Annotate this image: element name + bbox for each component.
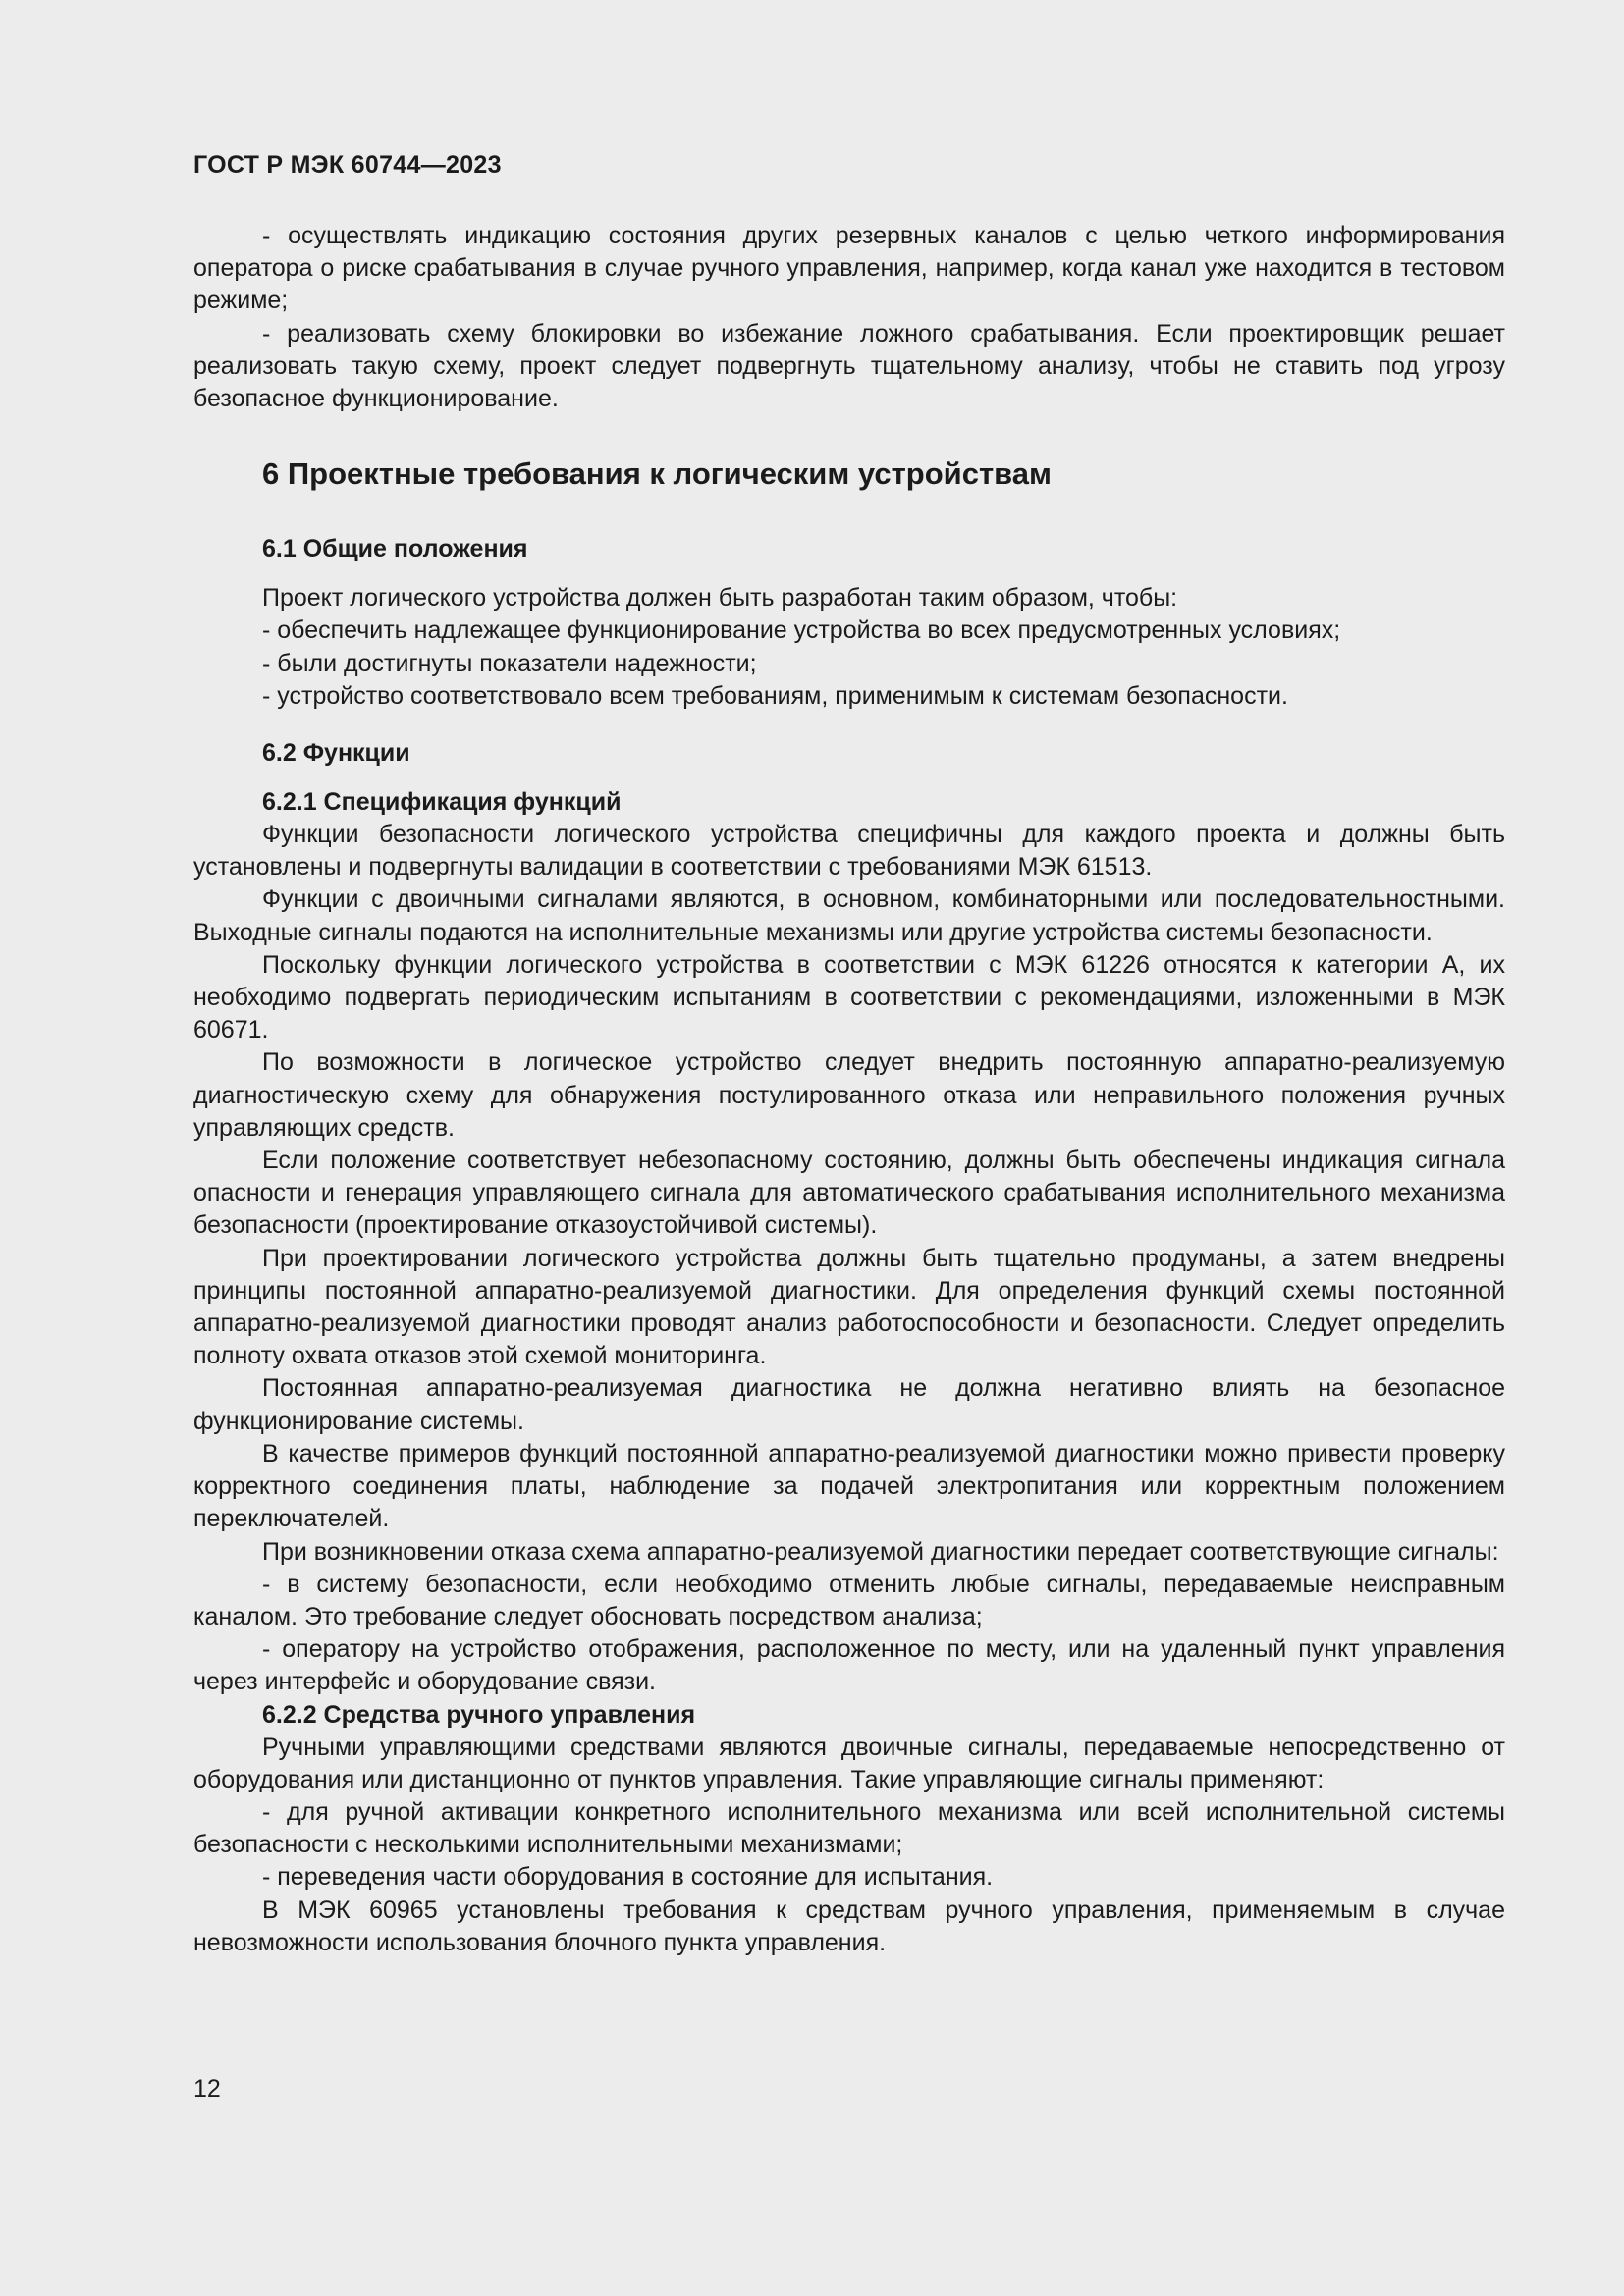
paragraph: Поскольку функции логического устройства в соответствии с МЭК 61226 относятся к категории А, их необходимо подвергать периодическим испытаниям в соответствии с рекомендациями, изложенными в МЭК 60671.	[193, 950, 1505, 1044]
paragraph: В качестве примеров функций постоянной аппаратно-реализуемой диагностики можно привести проверку корректного соединения платы, наблюдение за подачей электропитания или корректным положением переключателей.	[193, 1439, 1505, 1533]
document-header: ГОСТ Р МЭК 60744—2023	[193, 151, 502, 179]
list-line: - были достигнуты показатели надежности;	[262, 649, 757, 677]
page-content	[193, 220, 1505, 1959]
page-number: 12	[193, 2075, 221, 2103]
paragraph: - для ручной активации конкретного исполнительного механизма или всей исполнительной системы безопасности с несколькими исполнительными механизмами;	[193, 1797, 1505, 1859]
paragraph: При проектировании логического устройства должны быть тщательно продуманы, а затем внедрены принципы постоянной аппаратно-реализуемой диагностики. Для определения функций схемы постоянной аппаратно-реализуемой диагностики проводят анализ работоспособности и безопасности. Следует определить полноту охвата отказов этой схемой мониторинга.	[193, 1244, 1505, 1370]
section-heading: 6 Проектные требования к логическим устройствам	[262, 456, 1052, 492]
paragraph: Постоянная аппаратно-реализуемая диагностика не должна негативно влиять на безопасное функционирование системы.	[193, 1374, 1505, 1435]
paragraph: - переведения части оборудования в состояние для испытания.	[262, 1863, 994, 1892]
subsection-heading: 6.1 Общие положения	[262, 535, 528, 563]
paragraph: Если положение соответствует небезопасному состоянию, должны быть обеспечены индикация сигнала опасности и генерация управляющего сигнала для автоматического срабатывания исполнительного механизма безопасности (проектирование отказоустойчивой системы).	[193, 1147, 1505, 1240]
paragraph: - осуществлять индикацию состояния других резервных каналов с целью четкого информирования оператора о риске срабатывания в случае ручного управления, например, когда канал уже находится в тестовом режиме;	[193, 222, 1505, 315]
paragraph: - реализовать схему блокировки во избежание ложного срабатывания. Если проектировщик решает реализовать такую схему, проект следует подвергнуть тщательному анализу, чтобы не ставить под угрозу безопасное функционирование.	[193, 319, 1505, 413]
list-line: - устройство соответствовало всем требованиям, применимым к системам безопасности.	[262, 681, 1288, 710]
list-line: - обеспечить надлежащее функционирование устройства во всех предусмотренных условиях;	[262, 616, 1341, 645]
paragraph: - оператору на устройство отображения, расположенное по месту, или на удаленный пункт управления через интерфейс и оборудование связи.	[193, 1635, 1505, 1696]
document-page	[193, 0, 1505, 2296]
paragraph: При возникновении отказа схема аппаратно-реализуемой диагностики передает соответствующие сигналы:	[262, 1537, 1499, 1566]
paragraph: - в систему безопасности, если необходимо отменить любые сигналы, передаваемые неисправным каналом. Это требование следует обосновать посредством анализа;	[193, 1570, 1505, 1630]
subsection-heading: 6.2 Функции	[262, 739, 410, 768]
paragraph: Функции безопасности логического устройства специфичны для каждого проекта и должны быть установлены и подвергнуты валидации в соответствии с требованиями МЭК 61513.	[193, 821, 1505, 881]
subsubsection-heading: 6.2.1 Спецификация функций	[262, 788, 622, 817]
paragraph: Ручными управляющими средствами являются двоичные сигналы, передаваемые непосредственно от оборудования или дистанционно от пунктов управления. Такие управляющие сигналы применяют:	[193, 1733, 1505, 1793]
subsubsection-heading: 6.2.2 Средства ручного управления	[262, 1700, 696, 1729]
list-line: Проект логического устройства должен быть разработан таким образом, чтобы:	[262, 584, 1178, 613]
paragraph: По возможности в логическое устройство следует внедрить постоянную аппаратно-реализуемую диагностическую схему для обнаружения постулированного отказа или неправильного положения ручных управляющих средств.	[193, 1048, 1505, 1142]
paragraph: В МЭК 60965 установлены требования к средствам ручного управления, применяемым в случае невозможности использования блочного пункта управления.	[193, 1896, 1505, 1956]
paragraph: Функции с двоичными сигналами являются, в основном, комбинаторными или последовательностными. Выходные сигналы подаются на исполнительные механизмы или другие устройства системы безопасности.	[193, 885, 1505, 946]
